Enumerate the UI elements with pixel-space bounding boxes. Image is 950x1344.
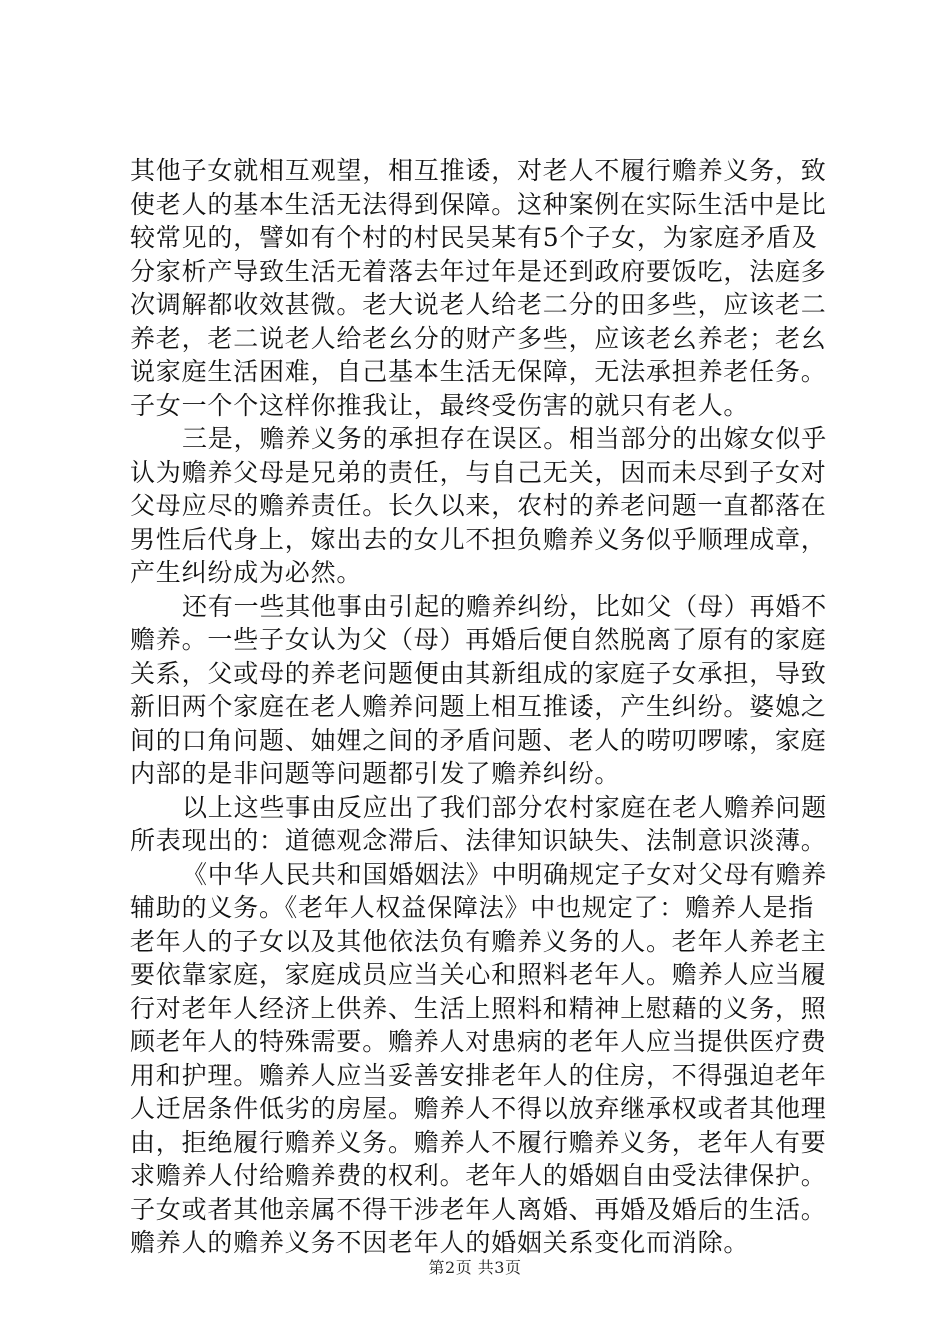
text-line: 老年人的子女以及其他依法负有赡养义务的人。老年人养老主 [130, 926, 827, 956]
text-line: 行对老年人经济上供养、生活上照料和精神上慰藉的义务，照 [130, 993, 827, 1023]
text-line: 顾老年人的特殊需要。赡养人对患病的老年人应当提供医疗费 [130, 1027, 827, 1056]
text-line: 男性后代身上，嫁出去的女儿不担负赡养义务似乎顺理成章， [130, 524, 827, 554]
text-line: 子女或者其他亲属不得干涉老年人离婚、再婚及婚后的生活。 [130, 1194, 827, 1224]
text-line: 由，拒绝履行赡养义务。赡养人不履行赡养义务，老年人有要 [130, 1127, 827, 1157]
text-line: 间的口角问题、妯娌之间的矛盾问题、老人的唠叨啰嗦，家庭 [130, 725, 827, 755]
text-line: 要依靠家庭，家庭成员应当关心和照料老年人。赡养人应当履 [130, 960, 827, 989]
paragraph-start-line: 以上这些事由反应出了我们部分农村家庭在老人赡养问题 [182, 792, 828, 822]
text-line: 父母应尽的赡养责任。长久以来，农村的养老问题一直都落在 [130, 491, 827, 520]
text-line: 新旧两个家庭在老人赡养问题上相互推诿，产生纠纷。婆媳之 [130, 692, 827, 721]
text-line: 较常见的，譬如有个村的村民吴某有5个子女，为家庭矛盾及 [130, 223, 818, 252]
text-line: 说家庭生活困难，自己基本生活无保障，无法承担养老任务。 [130, 357, 827, 386]
paragraph-start-line: 还有一些其他事由引起的赡养纠纷，比如父（母）再婚不 [182, 591, 828, 621]
text-line: 赡养。一些子女认为父（母）再婚后便自然脱离了原有的家庭 [130, 625, 827, 654]
text-line: 次调解都收效甚微。老大说老人给老二分的田多些，应该老二 [130, 290, 827, 319]
text-line: 赡养人的赡养义务不因老年人的婚姻关系变化而消除。 [130, 1228, 750, 1257]
page-number-footer: 第2页 共3页 [428, 1258, 522, 1277]
text-line: 其他子女就相互观望，相互推诿，对老人不履行赡养义务，致 [130, 156, 827, 185]
text-line: 求赡养人付给赡养费的权利。老年人的婚姻自由受法律保护。 [130, 1161, 827, 1190]
text-line: 所表现出的：道德观念滞后、法律知识缺失、法制意识淡薄。 [130, 826, 827, 855]
text-line: 内部的是非问题等问题都引发了赡养纠纷。 [130, 759, 621, 788]
paragraph-start-line: 三是，赡养义务的承担存在误区。相当部分的出嫁女似乎 [182, 424, 828, 453]
body-text [130, 154, 832, 1260]
text-line: 产生纠纷成为必然。 [130, 558, 363, 587]
paragraph-start-line: 《中华人民共和国婚姻法》中明确规定子女对父母有赡养 [182, 859, 828, 889]
text-line: 养老，老二说老人给老幺分的财产多些，应该老幺养老；老幺 [130, 323, 827, 353]
text-line: 分家析产导致生活无着落去年过年是还到政府要饭吃，法庭多 [130, 256, 827, 286]
text-line: 人迁居条件低劣的房屋。赡养人不得以放弃继承权或者其他理 [130, 1094, 827, 1123]
text-line: 关系，父或母的养老问题便由其新组成的家庭子女承担，导致 [130, 658, 827, 688]
text-line: 使老人的基本生活无法得到保障。这种案例在实际生活中是比 [130, 189, 827, 219]
text-line: 认为赡养父母是兄弟的责任，与自己无关，因而未尽到子女对 [130, 457, 827, 487]
text-line: 辅助的义务。《老年人权益保障法》中也规定了：赡养人是指 [130, 893, 815, 922]
text-line: 子女一个个这样你推我让，最终受伤害的就只有老人。 [130, 390, 750, 420]
text-line: 用和护理。赡养人应当妥善安排老年人的住房，不得强迫老年 [130, 1060, 827, 1090]
